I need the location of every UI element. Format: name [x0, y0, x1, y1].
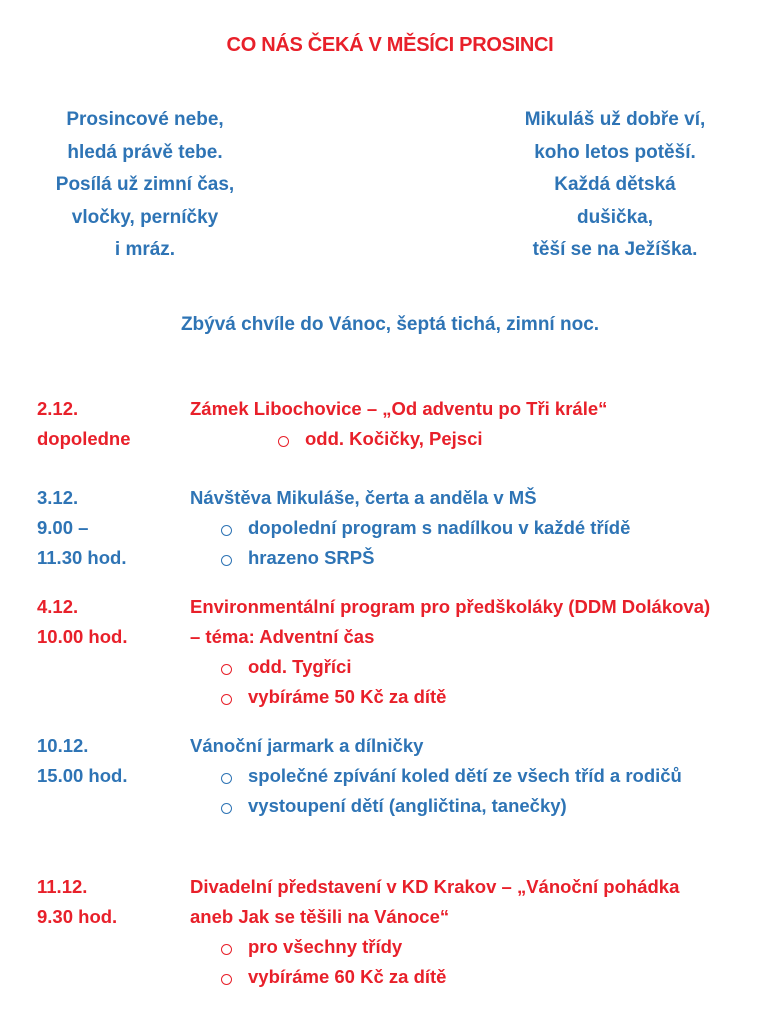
event-bullet	[190, 761, 720, 791]
event-content	[190, 394, 720, 454]
poem-line: Každá dětská	[554, 174, 676, 195]
event-bullet	[190, 652, 720, 682]
event-date-line: 9.30 hod.	[37, 906, 118, 927]
event-bullet	[190, 543, 720, 573]
poem-line: Prosincové nebe,	[66, 109, 224, 130]
event-date-line: 11.12.	[37, 876, 88, 897]
event-bullet-text: společné zpívání koled dětí ze všech tříd a rodičů	[248, 765, 682, 786]
event-content	[190, 592, 720, 712]
event-bullet	[190, 791, 720, 821]
event-bullet-text: vystoupení dětí (angličtina, tanečky)	[248, 795, 567, 816]
event-date-line: dopoledne	[37, 428, 131, 449]
event-bullet-list	[190, 761, 720, 821]
event-content	[190, 872, 720, 992]
poem-line: hledá právě tebe.	[67, 141, 223, 163]
event-bullet-text: pro všechny třídy	[248, 936, 403, 957]
event-bullet-text: dopolední program s nadílkou v každé třídě	[248, 517, 631, 538]
event-bullet	[190, 962, 720, 992]
event-date-line: 10.00 hod.	[37, 626, 128, 647]
event-date-line: 15.00 hod.	[37, 765, 128, 786]
event-bullet	[190, 682, 720, 712]
event-title: Environmentální program pro předškoláky (DDM Dolákova) – téma: Adventní čas	[190, 596, 711, 647]
event-date	[37, 872, 187, 932]
event-date-line: 3.12.	[37, 487, 79, 508]
event-bullet-text: odd. Tygříci	[248, 656, 352, 677]
circle-bullet-icon	[221, 974, 232, 985]
event-bullet	[190, 932, 720, 962]
circle-bullet-icon	[221, 803, 232, 814]
page-title: CO NÁS ČEKÁ V MĚSÍCI PROSINCI	[226, 34, 554, 56]
event-date-line: 4.12.	[37, 596, 79, 617]
event-date-line: 2.12.	[37, 398, 79, 419]
circle-bullet-icon	[221, 694, 232, 705]
event-bullet-list	[190, 932, 720, 992]
circle-bullet-icon	[221, 664, 232, 675]
event-date-line: 11.30 hod.	[37, 547, 127, 568]
event-title: Návštěva Mikuláše, čerta a anděla v MŠ	[190, 487, 537, 508]
event-date	[37, 483, 187, 573]
poem-line: Mikuláš už dobře ví,	[524, 109, 706, 130]
poem-line: i mráz.	[114, 239, 176, 260]
event-bullet-list	[190, 652, 720, 712]
event-date-line: 10.12.	[37, 735, 89, 756]
poem-left	[0, 104, 290, 267]
event-date-line: 9.00 –	[37, 517, 89, 538]
event-bullet-list	[190, 424, 720, 454]
poem-right	[470, 104, 760, 267]
event-title: Vánoční jarmark a dílničky	[190, 735, 424, 756]
poem-line: těší se na Ježíška.	[532, 239, 698, 260]
event-title: Zámek Libochovice – „Od adventu po Tři krále“	[190, 398, 608, 419]
circle-bullet-icon	[221, 773, 232, 784]
event-title: Divadelní představení v KD Krakov – „Vánoční pohádka aneb Jak se těšili na Vánoce“	[190, 876, 680, 927]
circle-bullet-icon	[221, 525, 232, 536]
event-content	[190, 731, 720, 821]
event-date	[37, 731, 187, 791]
event-bullet	[190, 513, 720, 543]
event-bullet-list	[190, 513, 720, 573]
event-date	[37, 394, 187, 454]
circle-bullet-icon	[221, 944, 232, 955]
event-bullet-text: vybíráme 60 Kč za dítě	[248, 966, 447, 987]
event-bullet-text: hrazeno SRPŠ	[248, 547, 375, 568]
event-bullet	[190, 424, 720, 454]
circle-bullet-icon	[278, 436, 289, 447]
circle-bullet-icon	[221, 555, 232, 566]
event-content	[190, 483, 720, 573]
poem-line: koho letos potěší.	[534, 141, 696, 163]
poem-line: vločky, perníčky	[71, 206, 219, 228]
event-date	[37, 592, 187, 652]
tagline: Zbývá chvíle do Vánoc, šeptá tichá, zimní noc.	[180, 314, 600, 335]
poem-line: Posílá už zimní čas,	[55, 174, 235, 195]
event-bullet-text: vybíráme 50 Kč za dítě	[248, 686, 447, 707]
poem-line: dušička,	[576, 206, 654, 228]
event-bullet-text: odd. Kočičky, Pejsci	[305, 428, 483, 449]
